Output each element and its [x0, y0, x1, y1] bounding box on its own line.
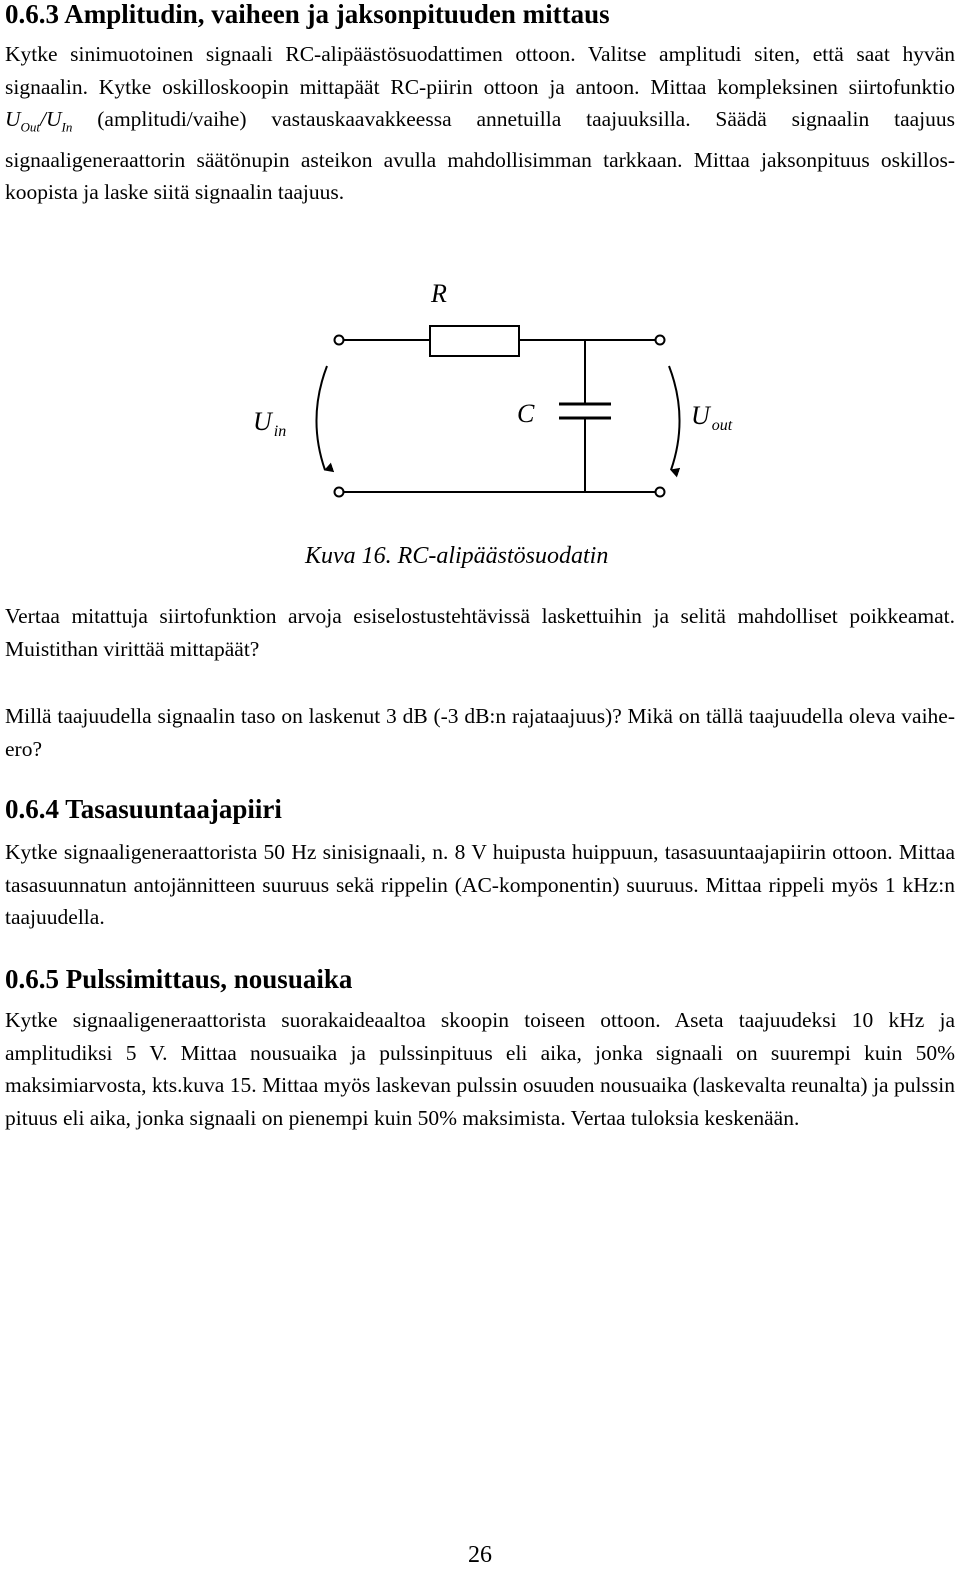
capacitor-label: C — [517, 399, 535, 428]
rc-circuit-figure — [5, 272, 955, 532]
output-terminal-top — [656, 336, 665, 345]
paragraph-cutoff-frequency: Millä taajuudella signaalin taso on laskenut 3 dB (-3 dB:n rajataajuus)? Mikä on tällä taajuudella oleva vaihe-ero? — [5, 704, 955, 761]
output-terminal-bottom — [656, 488, 665, 497]
paragraph-compare-values: Vertaa mitattuja siirtofunktion arvoja esiselostustehtävissä laskettuihin ja selitä mahdolliset poikkeamat. Muistithan virittää mittapäät? — [5, 604, 955, 661]
output-voltage-label-main: U — [691, 401, 710, 430]
section-heading-0-6-5: 0.6.5 Pulssimittaus, nousuaika — [5, 964, 353, 994]
figure-caption: Kuva 16. RC-alipäästösuodatin — [305, 543, 609, 569]
input-terminal-bottom — [335, 488, 344, 497]
formula-u-in: U — [46, 107, 62, 131]
section-heading-0-6-3: 0.6.3 Amplitudin, vaiheen ja jaksonpituuden mittaus — [5, 0, 610, 29]
transfer-function-formula — [5, 107, 73, 135]
paragraph-amplitude-measurement — [5, 38, 955, 209]
paragraph-rectifier: Kytke signaaligeneraattorista 50 Hz sinisignaali, n. 8 V huipusta huippuun, tasasuuntaajapiirin ottoon. Mittaa tasasuunnatun antojännitteen suuruus sekä rippelin (AC-komponentin) suuruus. Mittaa rippeli myös 1 kHz:n taajuudella. — [5, 840, 955, 929]
paragraph-pulse-measurement: Kytke signaaligeneraattorista suorakaideaaltoa skoopin toiseen ottoon. Aseta taajuudeksi 10 kHz ja amplitudiksi 5 V. Mittaa nousuaika ja pulssinpituus eli aika, jonka signaali on suurempi kuin 50% maksimiarvosta, kts.kuva 15. Mittaa myös laskevan pulssin osuuden nousuaika (laskevalta reunalta) ja pulssin pituus eli aika, jonka signaali on pienempi kuin 50% maksimista. Vertaa tuloksia keskenään. — [5, 1008, 955, 1130]
page-number: 26 — [468, 1542, 492, 1568]
input-voltage-label — [253, 407, 286, 440]
input-voltage-arrow — [316, 366, 327, 470]
input-terminal-top — [335, 336, 344, 345]
output-voltage-label-sub: out — [711, 417, 733, 434]
output-voltage-arrow — [669, 366, 680, 470]
formula-out-subscript: Out — [20, 119, 41, 135]
section-heading-0-6-4: 0.6.4 Tasasuuntaajapiiri — [5, 794, 282, 824]
formula-in-subscript: In — [61, 119, 73, 135]
resistor-symbol — [430, 326, 519, 356]
resistor-label: R — [431, 279, 447, 308]
paragraph-text-before-formula: Kytke sinimuotoinen signaali RC-alipäästösuodattimen ottoon. Valitse amplitudi siten, että saat hyvän signaalin. Kytke oskilloskoopin mittapäät RC-piirin ottoon ja antoon. Mittaa kompleksinen siirtofunktio — [5, 42, 955, 99]
rc-circuit-diagram — [5, 272, 955, 532]
input-voltage-label-sub: in — [273, 423, 287, 440]
output-voltage-label — [691, 401, 733, 434]
formula-slash: / — [40, 107, 47, 131]
paragraph-text-after-formula: (amplitudi/vaihe) vastauskaavakkeessa annetuilla taajuuksilla. Säädä signaalin taajuus signaaligeneraattorin säätönupin asteikon avulla mahdollisimman tarkkaan. Mittaa jaksonpituus oskilloskoopista ja laske siitä signaalin taajuus. — [5, 107, 955, 205]
formula-u-out: U — [5, 107, 21, 131]
input-voltage-label-main: U — [253, 407, 272, 436]
